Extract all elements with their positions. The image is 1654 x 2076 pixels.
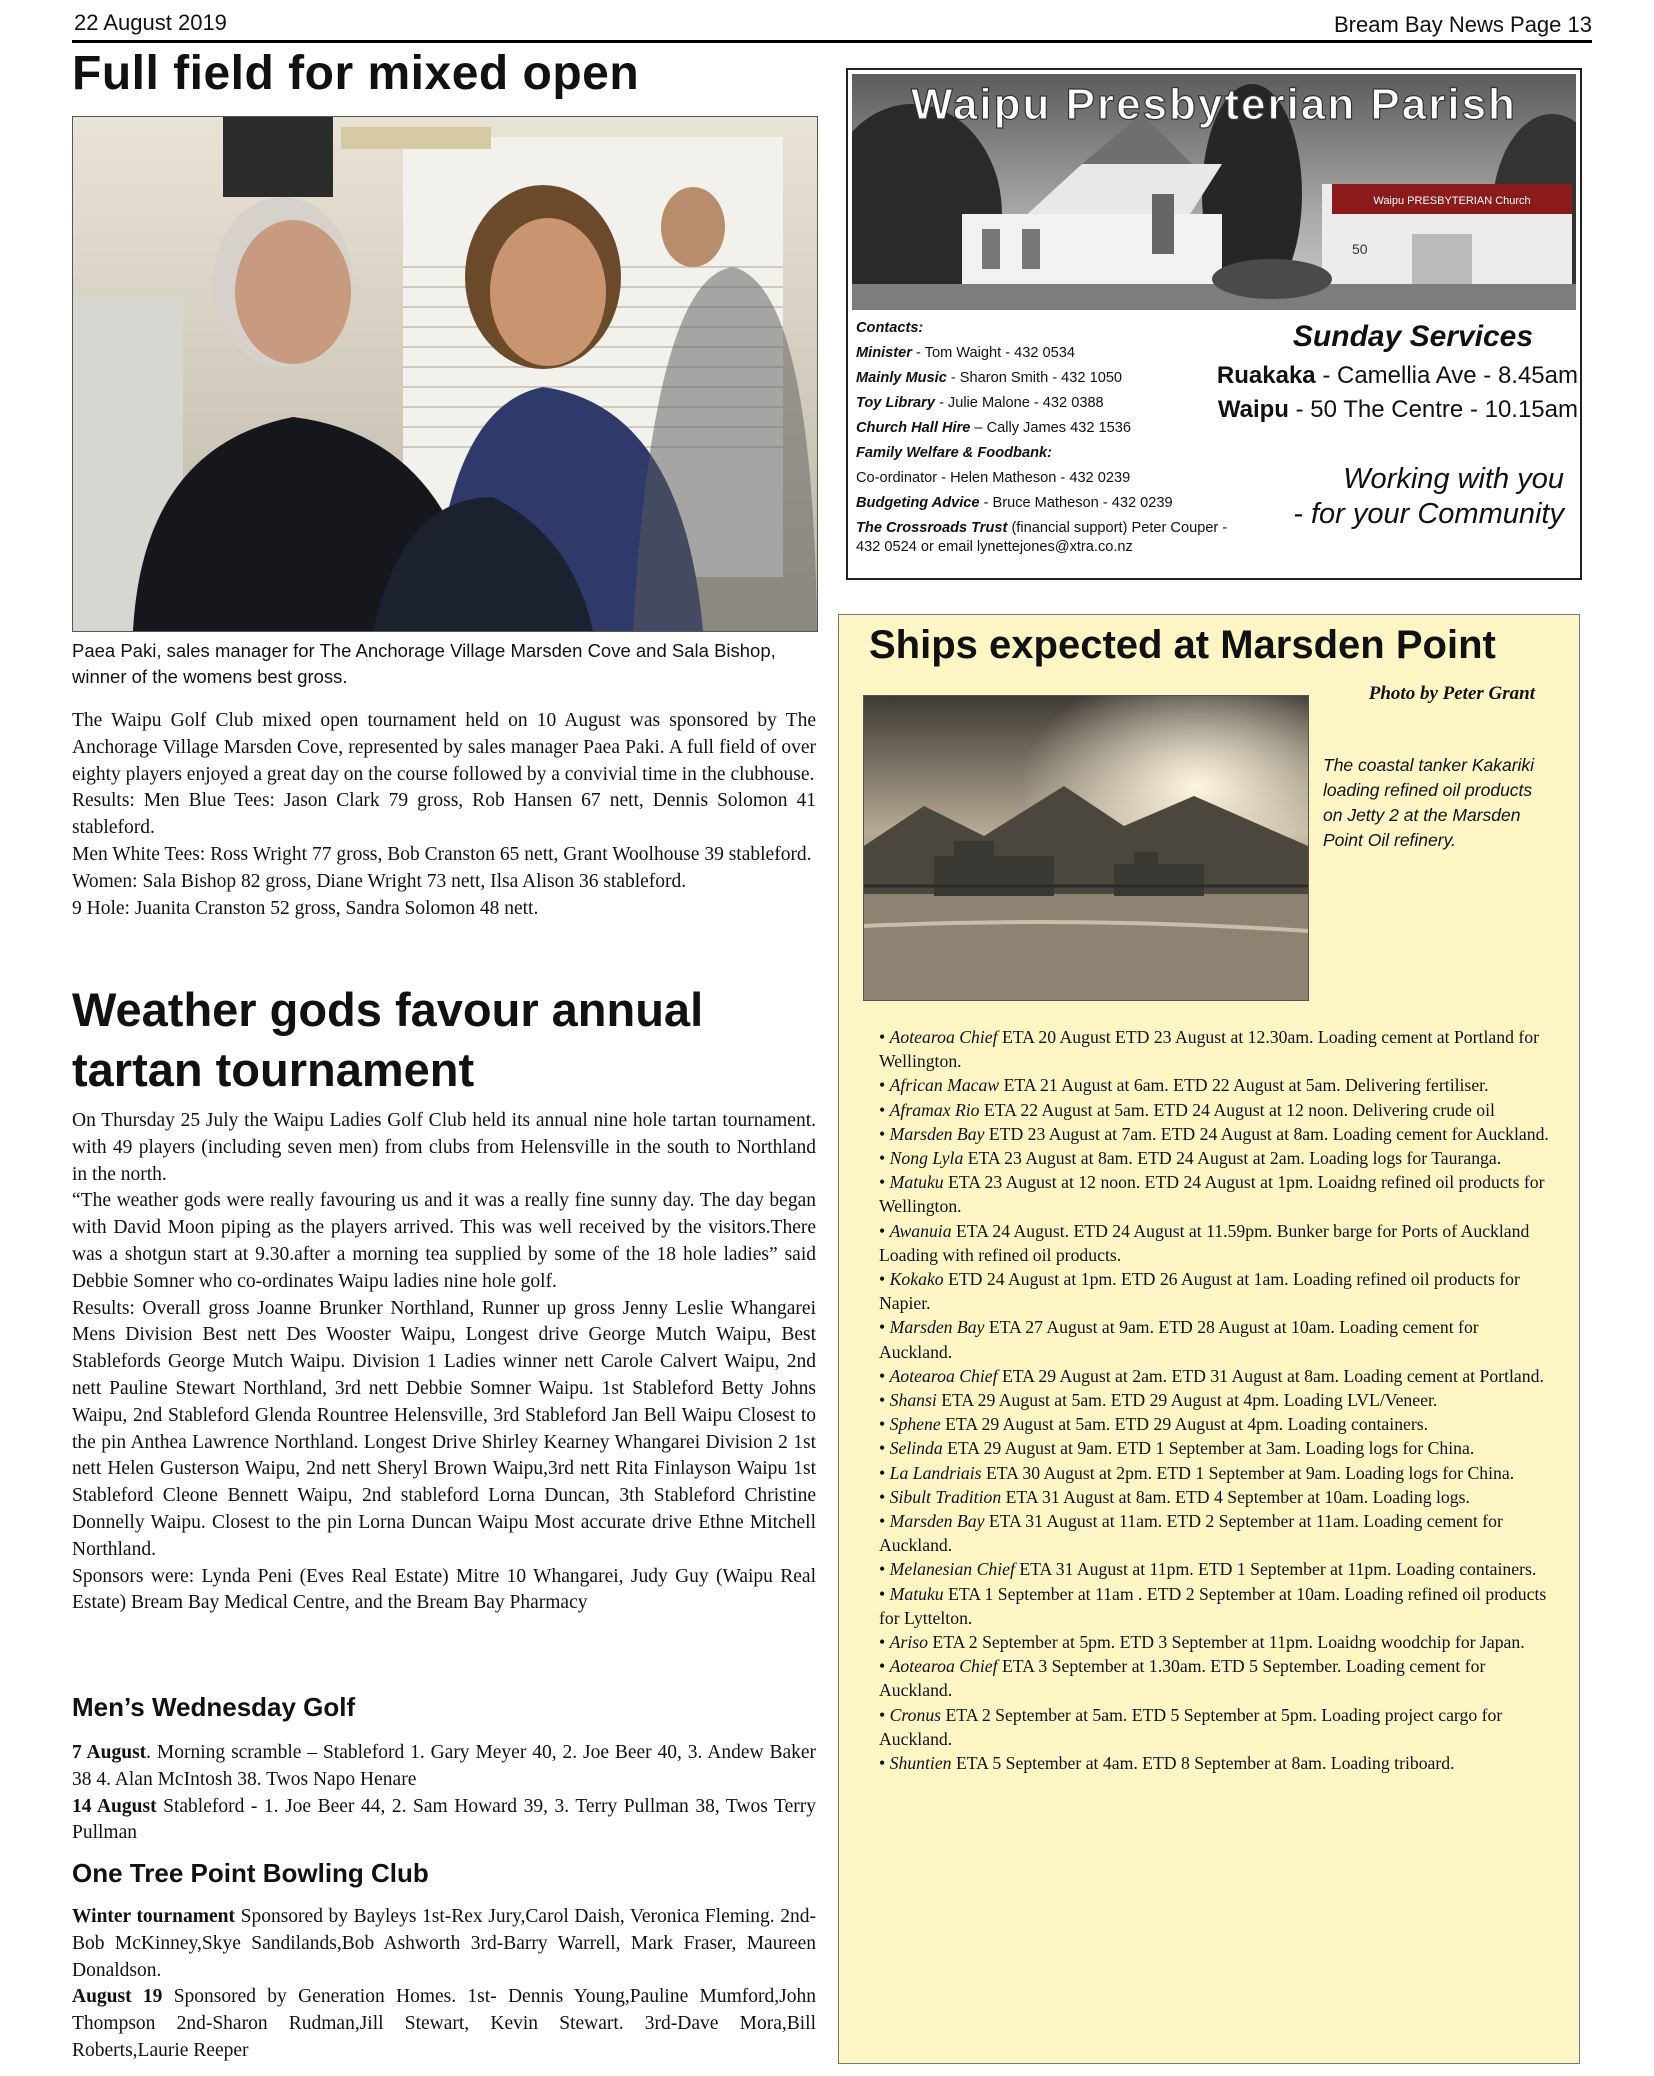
ship-name: Nong Lyla xyxy=(889,1148,964,1169)
contact-detail: (financial support) Peter Couper - 432 0524 or email lynettejones@xtra.co.nz xyxy=(856,520,1228,555)
ship-entry xyxy=(879,1703,1551,1751)
bullet-icon: • xyxy=(879,1583,890,1604)
ship-entry xyxy=(879,1461,1551,1485)
ship-entry xyxy=(879,1509,1551,1557)
ship-name: Shansi xyxy=(889,1390,937,1411)
bullet-icon: • xyxy=(879,1462,890,1483)
bullet-icon: • xyxy=(879,1414,890,1435)
tanker-photo xyxy=(863,695,1309,1001)
contact-line xyxy=(856,441,1236,466)
church-sign-text: Waipu PRESBYTERIAN Church xyxy=(1373,195,1531,207)
ship-details: ETA 23 August at 12 noon. ETD 24 August at 1pm. Loaidng refined oil products for Wellington. xyxy=(879,1172,1545,1217)
contact-line xyxy=(856,366,1236,391)
tagline-line: - for your Community xyxy=(1293,498,1564,530)
mens-golf-entry xyxy=(72,1794,816,1848)
contact-line xyxy=(856,341,1236,366)
tartan-paragraph: Results: Overall gross Joanne Brunker Northland, Runner up gross Jenny Leslie Whangarei Mens Division Best nett Des Wooster Waipu, Longest drive George Mutch Waipu, Best Stablefords George Mutch Waipu. Division 1 Ladies winner nett Carole Calvert Waipu, 2nd nett Pauline Stewart Northland, 3rd nett Debbie Somner Waipu. 1st Stableford Betty Johns Waipu, 2nd Stableford Glenda Rountree Helensville, 3rd Stableford Jan Bell Waipu Closest to the pin Anthea Lawrence Northland. Longest Drive Shirley Kearney Whangarei Division 2 1st nett Helen Gusterson Waipu, 2nd nett Sheryl Brown Waipu,3rd nett Rita Finlayson Waipu 1st Stableford Cleone Bennett Waipu, 2nd stableford Lorna Duncan, 3th Stableford Christine Donnelly Waipu. Closest to the pin Lorna Duncan Waipu Most accurate drive Ethne Mitchell Northland. xyxy=(72,1297,816,1560)
ship-details: ETA 31 August at 8am. ETD 4 September at 10am. Loading logs. xyxy=(1001,1486,1470,1507)
ship-name: Sibult Tradition xyxy=(889,1486,1002,1507)
ship-details: ETA 2 September at 5am. ETD 5 September at 5pm. Loading project cargo for Auckland. xyxy=(879,1704,1503,1749)
tanker-caption: The coastal tanker Kakariki loading refined oil products on Jetty 2 at the Marsden Point Oil refinery. xyxy=(1323,755,1535,850)
contact-line xyxy=(856,416,1236,441)
photo-credit: Photo by Peter Grant xyxy=(1368,683,1535,704)
golf-result-line: Results: Men Blue Tees: Jason Clark 79 gross, Rob Hansen 67 nett, Dennis Solomon 41 stableford. xyxy=(72,790,816,839)
ship-entry xyxy=(879,1364,1551,1388)
contact-detail: - Tom Waight - 432 0534 xyxy=(911,345,1075,361)
tartan-article-body xyxy=(72,1108,816,1617)
ship-details: ETA 21 August at 6am. ETD 22 August at 5am. Delivering fertiliser. xyxy=(999,1075,1489,1096)
contact-label: Mainly Music xyxy=(856,370,947,386)
tartan-paragraph: On Thursday 25 July the Waipu Ladies Golf Club held its annual nine hole tartan tournament. with 49 players (including seven men) from clubs from Helensville in the south to Northland in the north. xyxy=(72,1110,816,1185)
ship-entry xyxy=(879,1073,1551,1097)
bullet-icon: • xyxy=(879,1390,890,1411)
entry-text: Sponsored by Bayleys 1st-Rex Jury,Carol Daish, Veronica Fleming. 2nd-Bob McKinney,Skye Sandilands,Bob Ashworth 3rd-Barry Warrell, Mark Fraser, Maureen Donaldson. xyxy=(72,1906,816,1981)
entry-date: 7 August xyxy=(72,1742,147,1763)
contact-label: The Crossroads Trust xyxy=(856,520,1008,536)
ship-entry xyxy=(879,1025,1551,1073)
contact-label: Minister xyxy=(856,345,912,361)
bullet-icon: • xyxy=(879,1099,890,1120)
ship-name: Selinda xyxy=(889,1438,943,1459)
church-sign-number: 50 xyxy=(1352,241,1368,257)
ship-details: ETA 24 August. ETD 24 August at 11.59pm. Bunker barge for Ports of Auckland Loading with refined oil products. xyxy=(879,1220,1530,1265)
ship-details: ETA 2 September at 5pm. ETD 3 September at 11pm. Loaidng woodchip for Japan. xyxy=(927,1632,1525,1653)
service-line xyxy=(1188,396,1578,424)
entry-label: August 19 xyxy=(72,1986,163,2008)
ship-details: ETA 29 August at 5am. ETD 29 August at 4pm. Loading containers. xyxy=(940,1414,1429,1435)
ship-entry xyxy=(879,1412,1551,1436)
bullet-icon: • xyxy=(879,1559,890,1580)
tagline-line: Working with you xyxy=(1343,463,1564,495)
contact-line xyxy=(856,519,1236,557)
ship-details: ETA 20 August ETD 23 August at 12.30am. Loading cement at Portland for Wellington. xyxy=(879,1027,1539,1072)
service-detail: - Camellia Ave - 8.45am xyxy=(1315,362,1578,389)
contact-detail: - Julie Malone - 432 0388 xyxy=(934,395,1104,411)
ship-entry xyxy=(879,1388,1551,1412)
church-title: Waipu Presbyterian Parish xyxy=(911,80,1517,129)
contact-label: Budgeting Advice xyxy=(856,495,980,511)
bullet-icon: • xyxy=(879,1317,890,1338)
ship-name: Marsden Bay xyxy=(889,1317,985,1338)
bullet-icon: • xyxy=(879,1632,890,1653)
church-contacts xyxy=(856,316,1236,557)
service-detail: - 50 The Centre - 10.15am xyxy=(1288,396,1578,423)
contact-detail: - Sharon Smith - 432 1050 xyxy=(946,370,1123,386)
bullet-icon: • xyxy=(879,1027,890,1047)
entry-text: Stableford - 1. Joe Beer 44, 2. Sam Howard 39, 3. Terry Pullman 38, Twos Terry Pullman xyxy=(72,1795,817,1844)
ship-name: Shuntien xyxy=(889,1753,952,1774)
contact-line xyxy=(856,391,1236,416)
ship-name: Aotearoa Chief xyxy=(889,1656,998,1677)
ship-details: ETA 27 August at 9am. ETD 28 August at 10am. Loading cement for Auckland. xyxy=(879,1317,1479,1362)
ship-name: Aotearoa Chief xyxy=(889,1027,998,1047)
ship-details: ETD 24 August at 1pm. ETD 26 August at 1am. Loading refined oil products for Napier. xyxy=(879,1269,1520,1314)
ship-details: ETA 23 August at 8am. ETD 24 August at 2am. Loading logs for Tauranga. xyxy=(963,1148,1502,1169)
tartan-headline: Weather gods favour annual tartan tournament xyxy=(72,983,704,1096)
bullet-icon: • xyxy=(879,1148,890,1169)
ship-entry xyxy=(879,1557,1551,1581)
service-place: Waipu xyxy=(1217,396,1289,423)
ship-details: ETA 1 September at 11am . ETD 2 September at 10am. Loading refined oil products for Lyttelton. xyxy=(879,1583,1547,1628)
ship-entry xyxy=(879,1267,1551,1315)
bullet-icon: • xyxy=(879,1220,890,1241)
ship-entry xyxy=(879,1630,1551,1654)
contact-detail: Co-ordinator - Helen Matheson - 432 0239 xyxy=(856,470,1131,486)
ship-details: ETA 31 August at 11am. ETD 2 September at 11am. Loading cement for Auckland. xyxy=(879,1511,1503,1556)
mens-golf-entry xyxy=(72,1740,816,1794)
golf-result-line: Women: Sala Bishop 82 gross, Diane Wright 73 nett, Ilsa Alison 36 stableford. xyxy=(72,870,687,892)
ship-entry xyxy=(879,1122,1551,1146)
entry-text: . Morning scramble – Stableford 1. Gary Meyer 40, 2. Joe Beer 40, 3. Andew Baker 38 4. Alan McIntosh 38. Twos Napo Henare xyxy=(72,1742,817,1790)
church-tagline xyxy=(1238,462,1564,532)
bowling-body xyxy=(72,1904,816,2065)
church-photo xyxy=(852,74,1576,310)
ship-name: Awanuia xyxy=(889,1220,952,1241)
mens-golf-heading: Men’s Wednesday Golf xyxy=(72,1692,356,1722)
ship-name: Aframax Rio xyxy=(889,1099,980,1120)
ship-name: Melanesian Chief xyxy=(889,1559,1015,1580)
contact-label: Family Welfare & Foodbank xyxy=(856,445,1048,461)
contact-detail: : xyxy=(1047,445,1052,461)
ship-name: Matuku xyxy=(889,1583,944,1604)
bullet-icon: • xyxy=(879,1656,890,1677)
ship-entry xyxy=(879,1170,1551,1218)
bullet-icon: • xyxy=(879,1511,890,1532)
entry-text: Sponsored by Generation Homes. 1st- Dennis Young,Pauline Mumford,John Thompson 2nd-Sharon Rudman,Jill Stewart, Kevin Stewart. 3rd-Dave Mora,Bill Roberts,Laurie Reeper xyxy=(72,1986,816,2061)
bullet-icon: • xyxy=(879,1486,890,1507)
ship-entry xyxy=(879,1751,1551,1775)
bullet-icon: • xyxy=(879,1172,890,1193)
ship-details: ETA 30 August at 2pm. ETD 1 September at 9am. Loading logs for China. xyxy=(981,1462,1515,1483)
ship-details: ETA 29 August at 5am. ETD 29 August at 4pm. Loading LVL/Veneer. xyxy=(936,1390,1438,1411)
contact-label: Toy Library xyxy=(856,395,935,411)
ship-details: ETA 22 August at 5am. ETD 24 August at 12 noon. Delivering crude oil xyxy=(979,1099,1495,1120)
bullet-icon: • xyxy=(879,1704,890,1725)
bullet-icon: • xyxy=(879,1075,890,1096)
tartan-paragraph: “The weather gods were really favouring us and it was a really fine sunny day. The day began with David Moon piping as the players arrived. This was well received by the visitors.There was a shotgun start at 9.30.after a morning tea supplied by some of the 18 hole ladies” said Debbie Somner who co-ordinates Waipu ladies nine hole golf. xyxy=(72,1190,816,1292)
issue-date: 22 August 2019 xyxy=(74,10,227,35)
golf-headline: Full field for mixed open xyxy=(72,47,640,100)
ship-entry xyxy=(879,1315,1551,1363)
bowling-entry xyxy=(72,1984,816,2064)
golf-result-line: Men White Tees: Ross Wright 77 gross, Bob Cranston 65 nett, Grant Woolhouse 39 stableford. xyxy=(72,843,812,865)
bowling-entry xyxy=(72,1904,816,1984)
ship-entry xyxy=(879,1219,1551,1267)
services-title: Sunday Services xyxy=(1292,320,1534,353)
ship-details: ETA 29 August at 2am. ETD 31 August at 8am. Loading cement at Portland. xyxy=(997,1365,1544,1386)
contact-detail: – Cally James 432 1536 xyxy=(970,420,1131,436)
ship-name: Marsden Bay xyxy=(889,1123,985,1144)
golf-photo-caption: Paea Paki, sales manager for The Anchorage Village Marsden Cove and Sala Bishop, winner of the womens best gross. xyxy=(72,640,776,687)
ship-name: Sphene xyxy=(889,1414,941,1435)
ship-details: ETA 29 August at 9am. ETD 1 September at 3am. Loading logs for China. xyxy=(942,1438,1475,1459)
golf-intro: The Waipu Golf Club mixed open tournament held on 10 August was sponsored by The Anchorage Village Marsden Cove, represented by sales manager Paea Paki. A full field of over eighty players enjoyed a great day on the course followed by a convivial time in the clubhouse. xyxy=(72,710,816,785)
ship-details: ETA 3 September at 1.30am. ETD 5 September. Loading cement for Auckland. xyxy=(879,1656,1486,1701)
bullet-icon: • xyxy=(879,1123,890,1144)
ships-box xyxy=(838,614,1580,2064)
header-rule xyxy=(72,40,1592,43)
ship-entry xyxy=(879,1098,1551,1122)
church-advert xyxy=(846,68,1582,580)
ship-entry xyxy=(879,1485,1551,1509)
contacts-heading: Contacts: xyxy=(856,320,924,336)
mens-golf-body xyxy=(72,1740,816,1847)
contact-line xyxy=(856,491,1236,516)
tartan-paragraph: Sponsors were: Lynda Peni (Eves Real Estate) Mitre 10 Whangarei, Judy Guy (Waipu Real Estate) Bream Bay Medical Centre, and the Bream Bay Pharmacy xyxy=(72,1565,816,1614)
ship-entry xyxy=(879,1146,1551,1170)
service-place: Ruakaka xyxy=(1216,362,1316,389)
ships-list xyxy=(879,1025,1551,1775)
bowling-heading: One Tree Point Bowling Club xyxy=(72,1858,429,1888)
entry-date: 14 August xyxy=(72,1795,157,1817)
ship-name: Kokako xyxy=(889,1269,944,1290)
golf-article-body xyxy=(72,708,816,922)
ship-name: Cronus xyxy=(889,1704,942,1725)
ship-name: Matuku xyxy=(889,1172,944,1193)
ship-entry xyxy=(879,1582,1551,1630)
bullet-icon: • xyxy=(879,1269,890,1290)
page-label: Bream Bay News Page 13 xyxy=(1333,12,1592,37)
golf-photo xyxy=(72,116,818,632)
golf-result-line: 9 Hole: Juanita Cranston 52 gross, Sandra Solomon 48 nett. xyxy=(72,897,539,919)
ship-name: Marsden Bay xyxy=(889,1511,985,1532)
ship-details: ETD 23 August at 7am. ETD 24 August at 8am. Loading cement for Auckland. xyxy=(984,1123,1549,1144)
contact-line xyxy=(856,466,1236,491)
contact-label: Church Hall Hire xyxy=(856,420,971,436)
ship-name: Aotearoa Chief xyxy=(889,1365,998,1386)
service-line xyxy=(1188,362,1578,390)
bullet-icon: • xyxy=(879,1365,890,1386)
ships-headline: Ships expected at Marsden Point xyxy=(869,623,1496,667)
entry-label: Winter tournament xyxy=(72,1906,236,1927)
ship-name: La Landriais xyxy=(889,1462,982,1483)
ship-details: ETA 31 August at 11pm. ETD 1 September at 11pm. Loading containers. xyxy=(1014,1559,1537,1580)
bullet-icon: • xyxy=(879,1753,890,1774)
bullet-icon: • xyxy=(879,1438,890,1459)
ship-name: African Macaw xyxy=(889,1075,1000,1096)
ship-entry xyxy=(879,1654,1551,1702)
ship-entry xyxy=(879,1436,1551,1460)
ship-details: ETA 5 September at 4am. ETD 8 September at 8am. Loading triboard. xyxy=(951,1753,1455,1774)
ship-name: Ariso xyxy=(889,1632,928,1653)
contact-detail: - Bruce Matheson - 432 0239 xyxy=(979,495,1173,511)
